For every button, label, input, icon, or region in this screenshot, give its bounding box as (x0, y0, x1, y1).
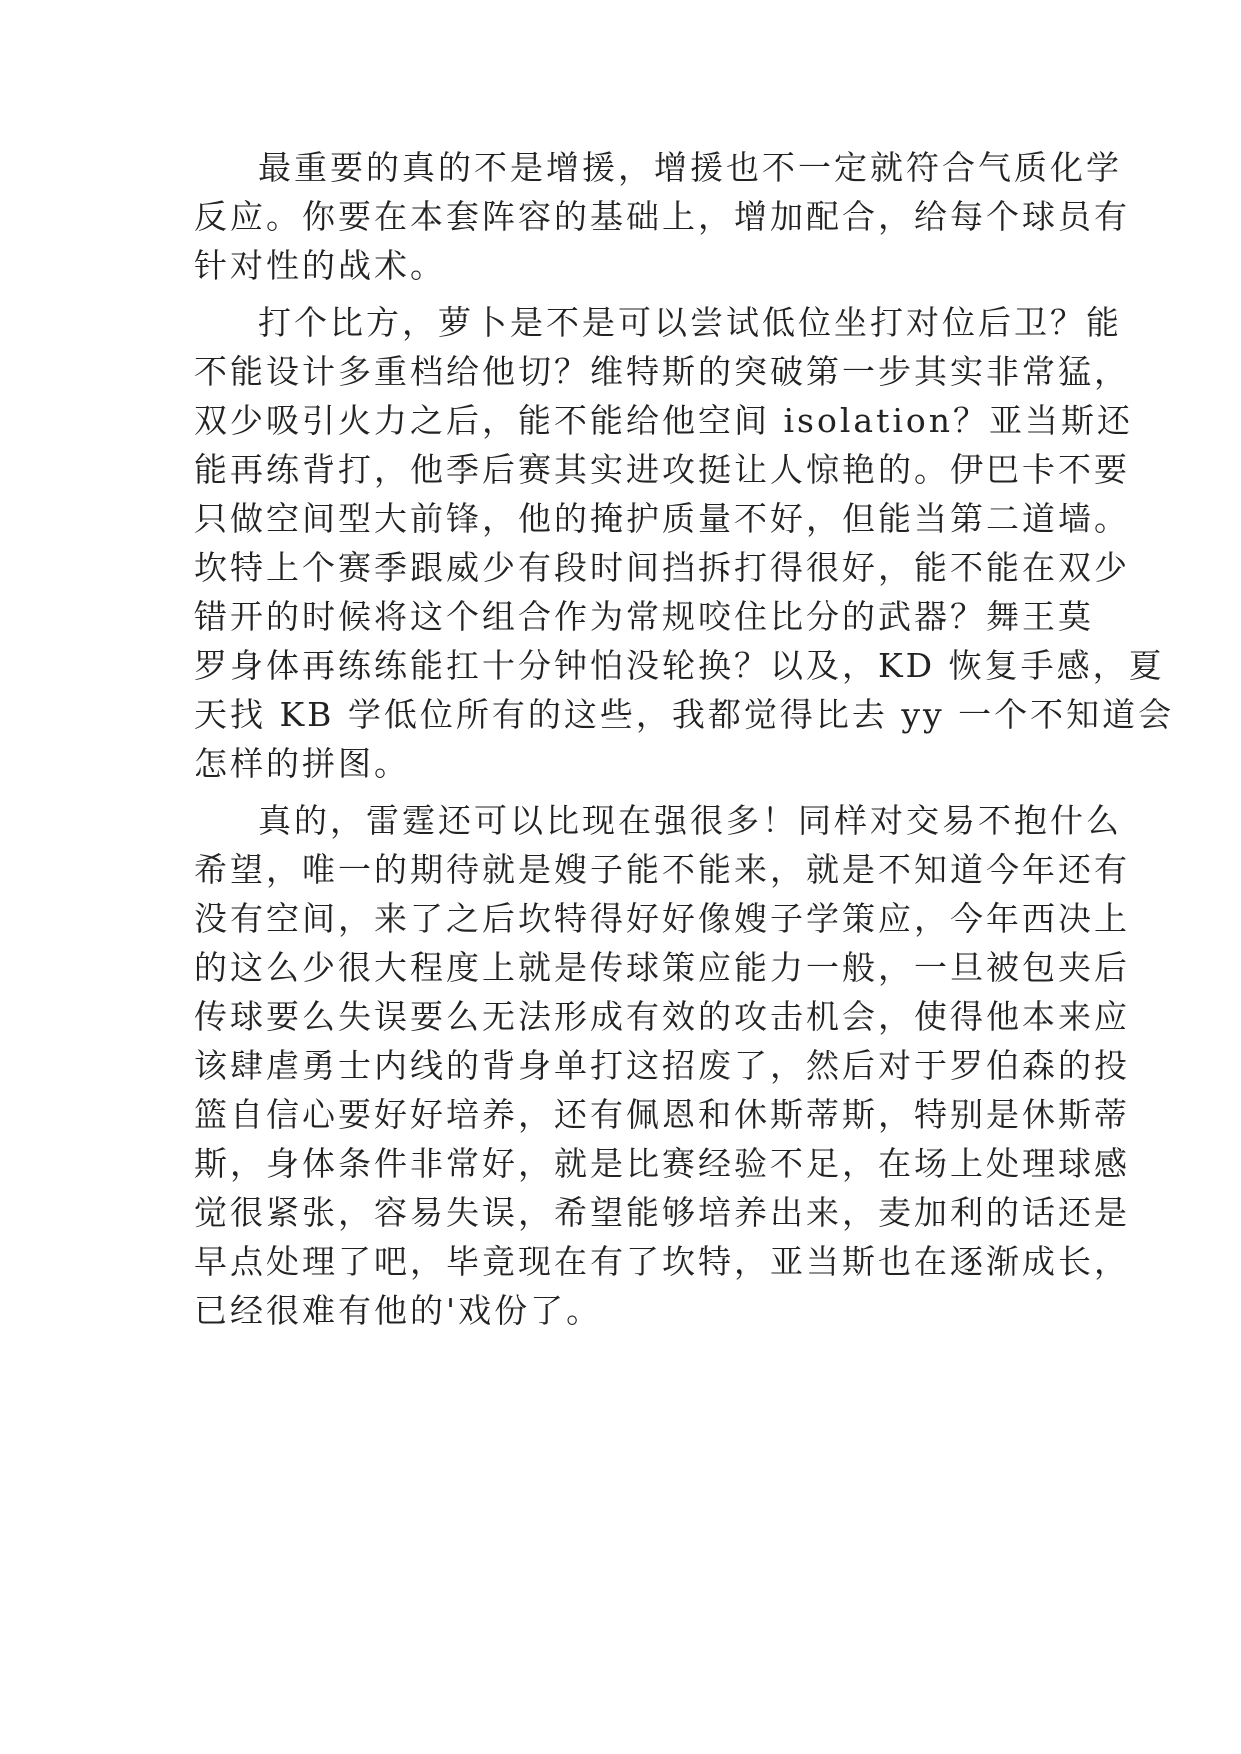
paragraph-3-line-10: 早点处理了吧，毕竟现在有了坎特，亚当斯也在逐渐成长， (194, 1242, 1130, 1281)
paragraph-3-line-3: 没有空间，来了之后坎特得好好像嫂子学策应，今年西决上 (194, 899, 1130, 938)
paragraph-3-line-2: 希望，唯一的期待就是嫂子能不能来，就是不知道今年还有 (194, 850, 1130, 889)
paragraph-2-line-9: 天找 KB 学低位所有的这些，我都觉得比去 yy 一个不知道会 (194, 695, 1175, 734)
paragraph-2-line-2: 不能设计多重档给他切？维特斯的突破第一步其实非常猛， (194, 352, 1130, 391)
paragraph-3-line-1: 真的，雷霆还可以比现在强很多！同样对交易不抱什么 (258, 801, 1122, 840)
paragraph-2-line-1: 打个比方，萝卜是不是可以尝试低位坐打对位后卫？能 (258, 303, 1122, 342)
paragraph-3-line-6: 该肆虐勇士内线的背身单打这招废了，然后对于罗伯森的投 (194, 1046, 1130, 1085)
paragraph-1-line-3: 针对性的战术。 (194, 246, 446, 285)
paragraph-3-line-5: 传球要么失误要么无法形成有效的攻击机会，使得他本来应 (194, 997, 1130, 1036)
paragraph-3-line-8: 斯，身体条件非常好，就是比赛经验不足，在场上处理球感 (194, 1144, 1130, 1183)
paragraph-1-line-1: 最重要的真的不是增援，增援也不一定就符合气质化学 (258, 148, 1122, 187)
paragraph-3-line-11: 已经很难有他的'戏份了。 (194, 1291, 603, 1330)
paragraph-3-line-9: 觉很紧张，容易失误，希望能够培养出来，麦加利的话还是 (194, 1193, 1130, 1232)
paragraph-2-line-3: 双少吸引火力之后，能不能给他空间 isolation？亚当斯还 (194, 401, 1134, 440)
paragraph-1-line-2: 反应。你要在本套阵容的基础上，增加配合，给每个球员有 (194, 197, 1130, 236)
paragraph-3-line-4: 的这么少很大程度上就是传球策应能力一般，一旦被包夹后 (194, 948, 1130, 987)
paragraph-2-line-10: 怎样的拼图。 (194, 744, 410, 783)
paragraph-3-line-7: 篮自信心要好好培养，还有佩恩和休斯蒂斯，特别是休斯蒂 (194, 1095, 1130, 1134)
paragraph-2-line-6: 坎特上个赛季跟威少有段时间挡拆打得很好，能不能在双少 (194, 548, 1130, 587)
paragraph-2-line-8: 罗身体再练练能扛十分钟怕没轮换？以及，KD 恢复手感，夏 (194, 646, 1165, 685)
paragraph-2-line-4: 能再练背打，他季后赛其实进攻挺让人惊艳的。伊巴卡不要 (194, 450, 1130, 489)
paragraph-2-line-5: 只做空间型大前锋，他的掩护质量不好，但能当第二道墙。 (194, 499, 1130, 538)
paragraph-2-line-7: 错开的时候将这个组合作为常规咬住比分的武器？舞王莫 (194, 597, 1094, 636)
